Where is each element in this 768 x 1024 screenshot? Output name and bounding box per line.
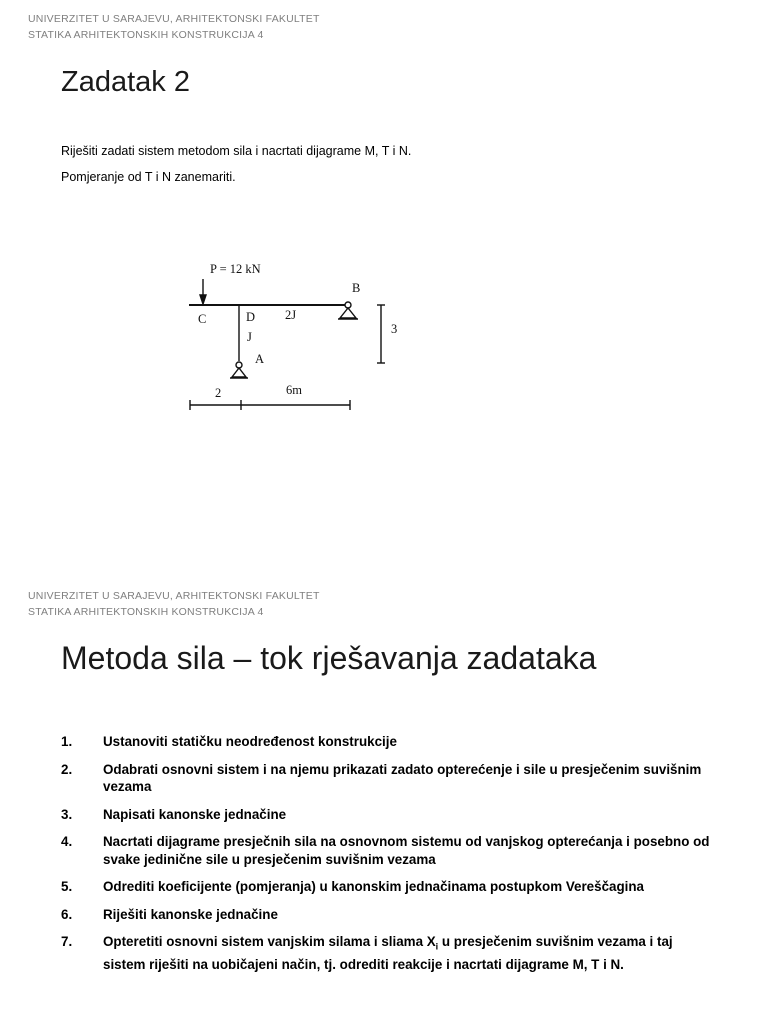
list-item <box>61 833 711 868</box>
step-number: 7. <box>61 934 73 949</box>
height-dim-label: 3 <box>391 322 398 336</box>
list-item <box>61 733 711 751</box>
step-text: Riješiti kanonske jednačine <box>103 906 278 922</box>
list-item <box>61 761 711 796</box>
load-label: P = 12 kN <box>210 262 261 276</box>
slide2-header-university: UNIVERZITET U SARAJEVU, ARHITEKTONSKI FAKULTET <box>28 590 320 602</box>
slide1-title: Zadatak 2 <box>61 66 190 98</box>
step-text-subscript: i <box>435 941 439 952</box>
step-text: Odabrati osnovni sistem i na njemu prikazati zadato opterećenje i sile u presječenim suvišnim vezama <box>103 761 702 794</box>
beam-stiffness-label: 2J <box>285 308 297 322</box>
slide1-header-course: STATIKA ARHITEKTONSKIH KONSTRUKCIJA 4 <box>28 29 264 41</box>
step-text-part: u presječenim suvišnim vezama i taj sistem riješiti na uobičajeni način, tj. odrediti reakcije i nacrtati dijagrame M, T i N. <box>103 934 673 973</box>
step-number: 5. <box>61 879 73 894</box>
node-c-label: C <box>198 312 207 326</box>
span-left-label: 2 <box>215 386 222 400</box>
slide1-note-text: Pomjeranje od T i N zanemariti. <box>61 170 236 184</box>
load-arrow-head <box>200 295 206 304</box>
step-number: 4. <box>61 834 73 849</box>
step-text <box>103 933 711 974</box>
list-item <box>61 906 711 924</box>
step-text: Odrediti koeficijente (pomjeranja) u kanonskim jednačinama postupkom Vereščagina <box>103 879 644 894</box>
step-text: Ustanoviti statičku neodređenost konstrukcije <box>103 734 397 749</box>
slide1-header-university: UNIVERZITET U SARAJEVU, ARHITEKTONSKI FAKULTET <box>28 13 320 25</box>
node-d-label: D <box>246 310 256 324</box>
procedure-steps-list <box>61 733 711 984</box>
step-text-part: Opteretiti osnovni sistem vanjskim silama i sliama X <box>103 934 436 949</box>
slide2-header <box>28 588 320 620</box>
list-item <box>61 878 711 896</box>
slide1-header <box>28 11 320 43</box>
slide2-header-course: STATIKA ARHITEKTONSKIH KONSTRUKCIJA 4 <box>28 606 264 618</box>
step-text: Nacrtati dijagrame presječnih sila na osnovnom sistemu od vanjskog opterećanja i posebno od svake jedinične sile u presječenim suvišnim vezama <box>103 834 710 867</box>
support-b-triangle <box>340 308 356 318</box>
span-right-label: 6m <box>286 383 302 397</box>
step-number: 2. <box>61 761 73 777</box>
node-a-label: A <box>255 352 265 366</box>
step-text: Napisati kanonske jednačine <box>103 806 287 822</box>
structure-diagram <box>180 255 420 425</box>
list-item <box>61 933 711 974</box>
slide2-title: Metoda sila – tok rješavanja zadataka <box>61 640 597 676</box>
step-number: 1. <box>61 734 73 749</box>
slide1-task-text: Riješiti zadati sistem metodom sila i nacrtati dijagrame M, T i N. <box>61 144 412 158</box>
step-number: 3. <box>61 806 73 822</box>
support-a-triangle <box>232 368 246 377</box>
step-number: 6. <box>61 906 73 922</box>
column-stiffness-label: J <box>247 330 252 344</box>
list-item <box>61 806 711 824</box>
node-b-label: B <box>352 281 361 295</box>
